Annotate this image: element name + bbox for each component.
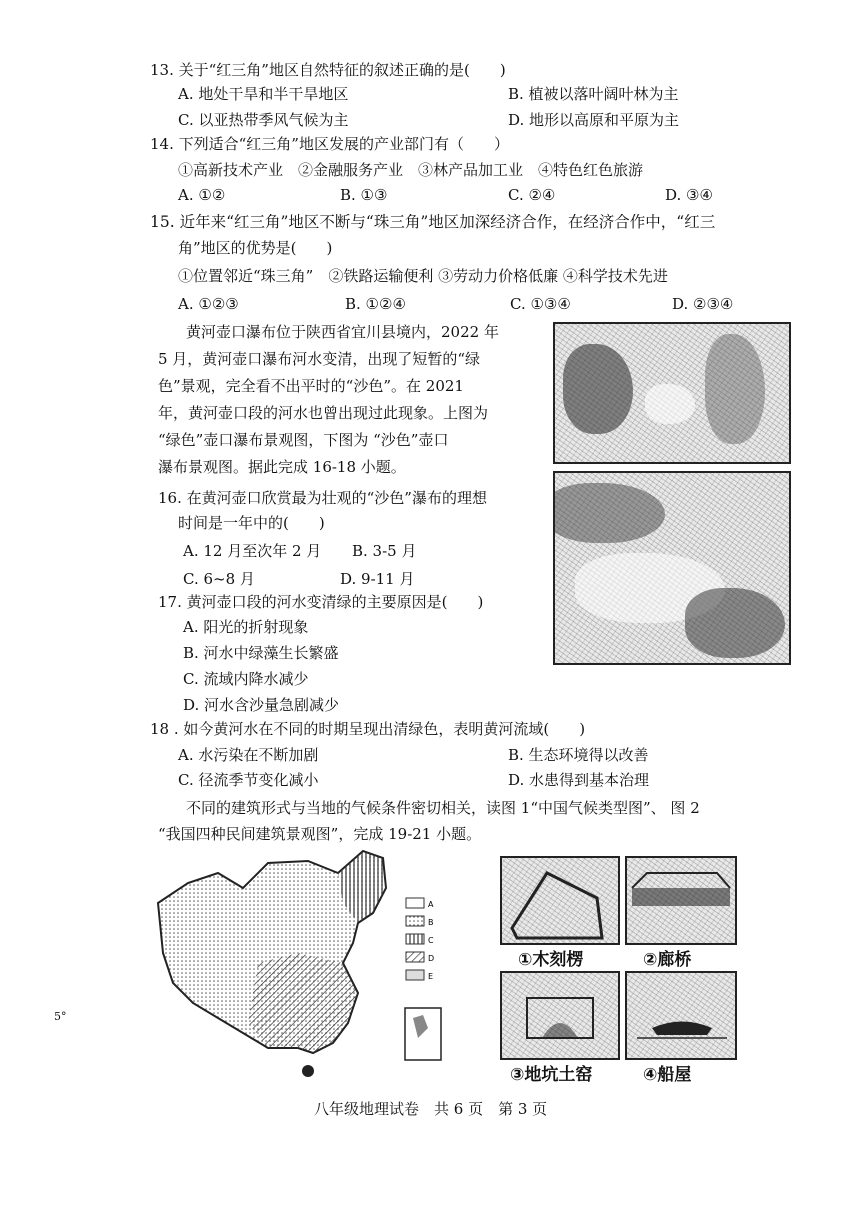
sand-waterfall-photo: [553, 471, 791, 665]
legend-label: A: [428, 900, 434, 909]
legend-label: B: [428, 918, 434, 927]
building-photo-dikeng-tuyao: [500, 971, 620, 1060]
building-photo-langqiao: [625, 856, 737, 945]
q14-stem: 14. 下列适合“红三角”地区发展的产业部门有（ ）: [150, 135, 509, 153]
q16-option-a: A. 12 月至次年 2 月: [183, 542, 322, 560]
q13-stem: 13. 关于“红三角”地区自然特征的叙述正确的是( ): [150, 61, 506, 79]
q18-option-c: C. 径流季节变化减小: [178, 771, 319, 789]
q14-items: ①高新技术产业 ②金融服务产业 ③林产品加工业 ④特色红色旅游: [178, 161, 644, 179]
building-caption: ②廊桥: [643, 950, 692, 970]
q17-stem: 17. 黄河壶口段的河水变清绿的主要原因是( ): [158, 593, 484, 611]
q15-option-c: C. ①③④: [510, 295, 571, 313]
passage-line: 年，黄河壶口段的河水也曾出现过此现象。上图为: [158, 404, 489, 422]
page-footer: 八年级地理试卷 共 6 页 第 3 页: [314, 1100, 548, 1118]
q18-stem: 18 . 如今黄河水在不同的时期呈现出清绿色，表明黄河流域( ): [150, 720, 586, 738]
legend-swatch: [406, 952, 424, 962]
map-legend: [406, 898, 434, 981]
building-caption: ④船屋: [643, 1065, 692, 1085]
margin-mark: 5°: [54, 1010, 67, 1023]
legend-label: C: [428, 936, 434, 945]
q17-option-c: C. 流域内降水减少: [183, 670, 309, 688]
q13-option-a: A. 地处干旱和半干旱地区: [178, 85, 349, 103]
q16-option-b: B. 3-5 月: [352, 542, 417, 560]
map-hainan: [302, 1065, 314, 1077]
china-climate-map: [148, 843, 468, 1079]
q13-option-b: B. 植被以落叶阔叶林为主: [508, 85, 679, 103]
legend-label: D: [428, 954, 435, 963]
q17-option-d: D. 河水含沙量急剧减少: [183, 696, 340, 714]
building-caption: ①木刻楞: [518, 950, 584, 970]
q16-stem-line1: 16. 在黄河壶口欣赏最为壮观的“沙色”瀑布的理想: [158, 489, 487, 507]
q13-option-c: C. 以亚热带季风气候为主: [178, 111, 349, 129]
green-waterfall-photo: [553, 322, 791, 464]
legend-swatch: [406, 970, 424, 980]
passage-line: 5 月，黄河壶口瀑布河水变清，出现了短暂的“绿: [158, 350, 480, 368]
q14-option-c: C. ②④: [508, 186, 556, 204]
building-caption: ③地坑土窑: [510, 1065, 593, 1085]
legend-swatch: [406, 934, 424, 944]
passage-line: 黄河壶口瀑布位于陕西省宜川县境内，2022 年: [186, 323, 499, 341]
building-photo-mukeleng: [500, 856, 620, 945]
legend-swatch: [406, 916, 424, 926]
passage-climate-line1: 不同的建筑形式与当地的气候条件密切相关，读图 1“中国气候类型图”、 图 2: [186, 799, 700, 817]
q15-stem-line2: 角”地区的优势是( ): [178, 239, 333, 257]
q15-option-b: B. ①②④: [345, 295, 406, 313]
q16-option-d: D. 9-11 月: [340, 570, 415, 588]
passage-line: “绿色”壶口瀑布景观图，下图为 “沙色”壶口: [158, 431, 449, 449]
q18-option-b: B. 生态环境得以改善: [508, 746, 649, 764]
passage-line: 色”景观，完全看不出平时的“沙色”。在 2021: [158, 377, 464, 395]
q14-option-a: A. ①②: [178, 186, 226, 204]
q15-items: ①位置邻近“珠三角” ②铁路运输便利 ③劳动力价格低廉 ④科学技术先进: [178, 267, 668, 285]
q14-option-d: D. ③④: [665, 186, 713, 204]
q17-option-b: B. 河水中绿藻生长繁盛: [183, 644, 339, 662]
q18-option-d: D. 水患得到基本治理: [508, 771, 650, 789]
q14-option-b: B. ①③: [340, 186, 388, 204]
q15-option-d: D. ②③④: [672, 295, 734, 313]
passage-climate-line2: “我国四种民间建筑景观图”，完成 19-21 小题。: [158, 825, 482, 843]
q15-option-a: A. ①②③: [178, 295, 239, 313]
q13-option-d: D. 地形以高原和平原为主: [508, 111, 680, 129]
q16-option-c: C. 6~8 月: [183, 570, 255, 588]
legend-label: E: [428, 972, 434, 981]
q18-option-a: A. 水污染在不断加剧: [178, 746, 319, 764]
q15-stem-line1: 15. 近年来“红三角”地区不断与“珠三角”地区加深经济合作，在经济合作中，“红三: [150, 213, 716, 231]
legend-swatch: [406, 898, 424, 908]
building-photo-chuanwu: [625, 971, 737, 1060]
map-region-south: [248, 953, 358, 1053]
passage-line: 瀑布景观图。据此完成 16-18 小题。: [158, 458, 406, 476]
q17-option-a: A. 阳光的折射现象: [183, 618, 309, 636]
q16-stem-line2: 时间是一年中的( ): [178, 514, 325, 532]
